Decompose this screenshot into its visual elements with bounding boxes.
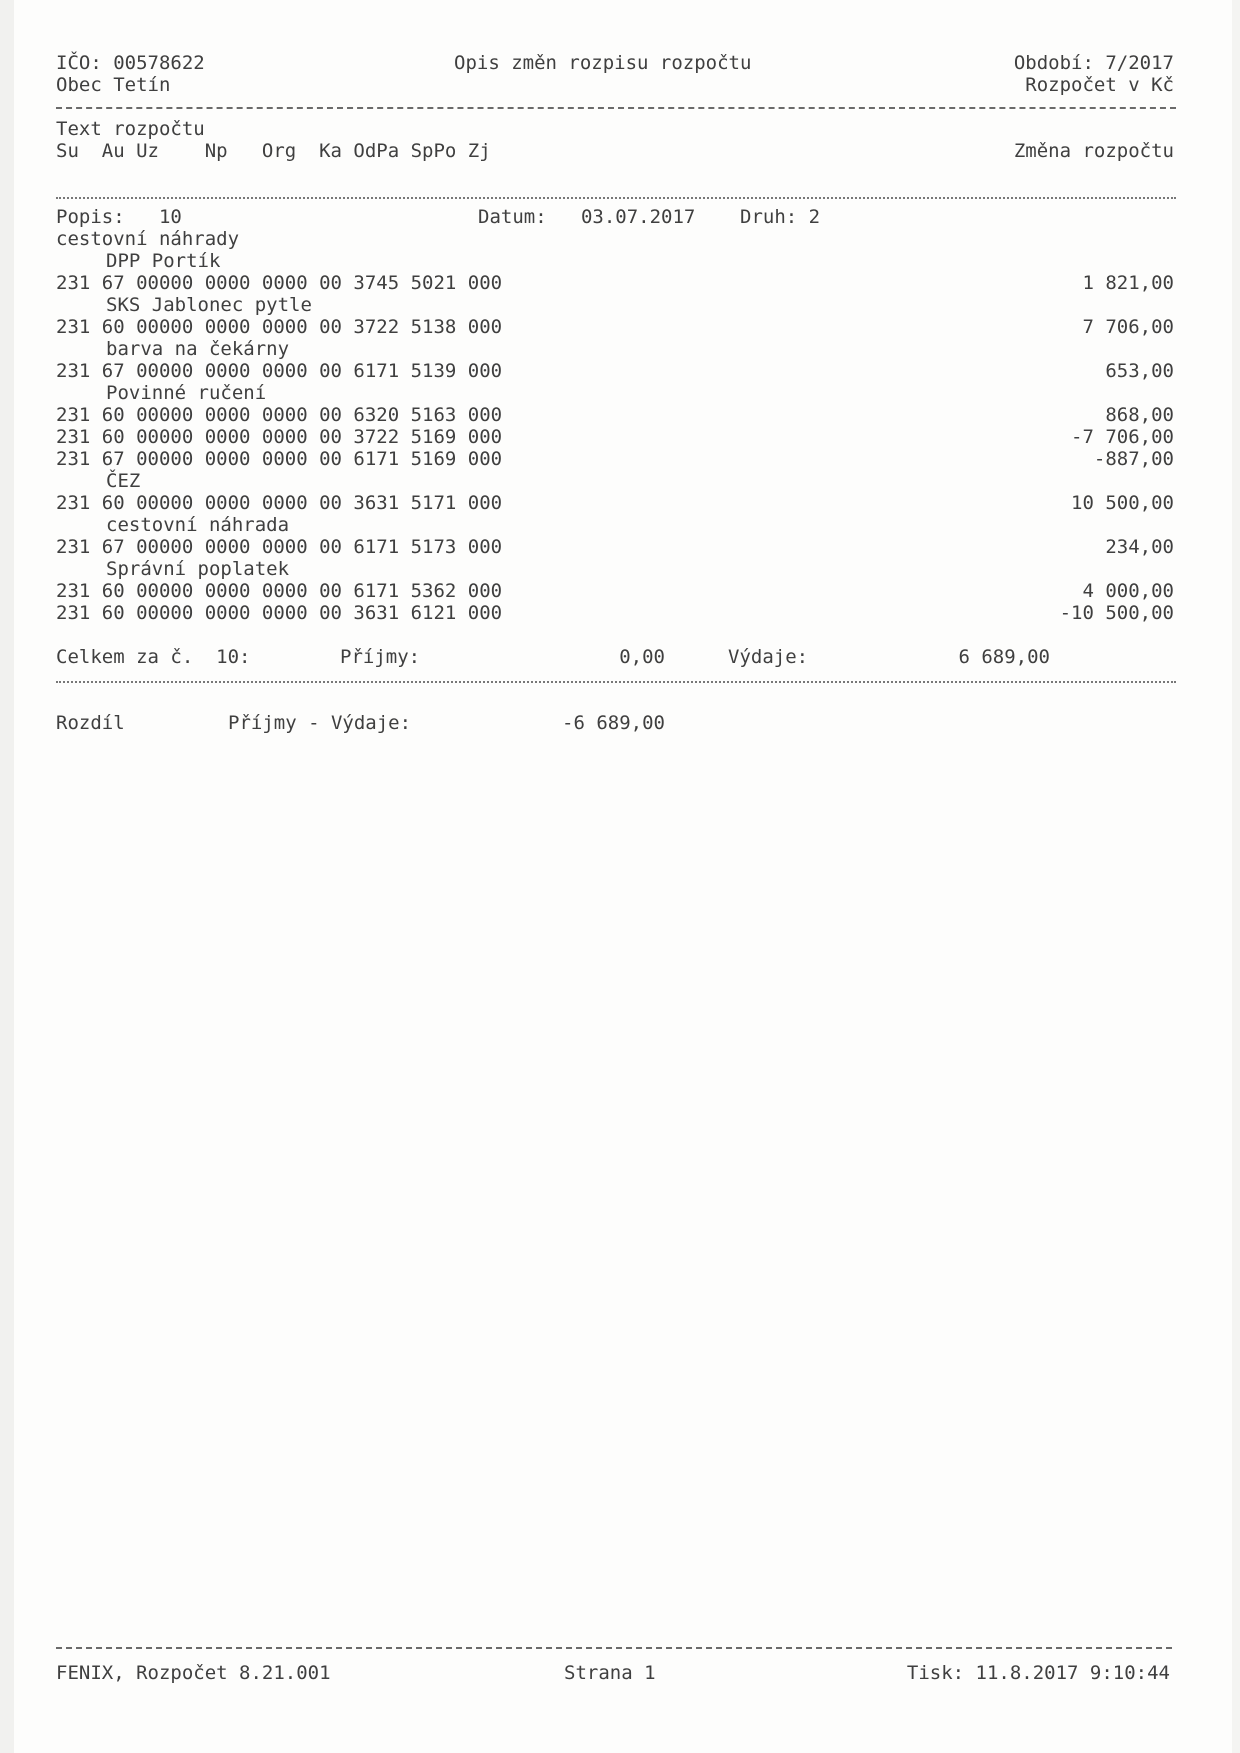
record-description: cestovní náhrady: [56, 228, 240, 250]
line-amount: 1 821,00: [1082, 272, 1174, 294]
line-amount: 234,00: [1105, 536, 1174, 558]
line-note: barva na čekárny: [106, 338, 290, 360]
line-amount: -7 706,00: [1071, 426, 1174, 448]
header-divider: [56, 107, 1176, 109]
period: Období: 7/2017: [1013, 52, 1174, 74]
column-change: Změna rozpočtu: [1013, 140, 1174, 162]
footer-divider: [56, 1647, 1172, 1649]
line-code: 231 60 00000 0000 0000 00 6320 5163 000: [56, 404, 503, 426]
line-amount: -887,00: [1093, 448, 1174, 470]
line-code: 231 60 00000 0000 0000 00 3722 5169 000: [56, 426, 503, 448]
line-note: Správní poplatek: [106, 558, 290, 580]
line-amount: 7 706,00: [1082, 316, 1174, 338]
column-text-label: Text rozpočtu: [56, 118, 205, 140]
line-note: cestovní náhrada: [106, 514, 290, 536]
line-amount: 653,00: [1105, 360, 1174, 382]
line-note: ČEZ: [106, 470, 141, 492]
line-amount: 868,00: [1105, 404, 1174, 426]
columns-divider: [56, 197, 1176, 199]
column-codes: Su Au Uz Np Org Ka OdPa SpPo Zj: [56, 140, 491, 162]
document-title: Opis změn rozpisu rozpočtu: [454, 52, 752, 74]
totals-expense: 6 689,00: [958, 646, 1050, 668]
totals-income-label: Příjmy:: [340, 646, 421, 668]
record-druh: Druh: 2: [740, 206, 821, 228]
line-note: SKS Jablonec pytle: [106, 294, 312, 316]
ico: IČO: 00578622: [56, 52, 205, 74]
totals-expense-label: Výdaje:: [728, 646, 809, 668]
totals-label: Celkem za č. 10:: [56, 646, 251, 668]
line-code: 231 67 00000 0000 0000 00 6171 5173 000: [56, 536, 503, 558]
line-code: 231 67 00000 0000 0000 00 3745 5021 000: [56, 272, 503, 294]
line-amount: -10 500,00: [1059, 602, 1174, 624]
line-code: 231 60 00000 0000 0000 00 3722 5138 000: [56, 316, 503, 338]
footer-app: FENIX, Rozpočet 8.21.001: [56, 1662, 331, 1684]
footer-page: Strana 1: [564, 1662, 656, 1684]
municipality: Obec Tetín: [56, 74, 171, 96]
line-note: DPP Portík: [106, 250, 221, 272]
line-code: 231 60 00000 0000 0000 00 3631 6121 000: [56, 602, 503, 624]
currency-unit: Rozpočet v Kč: [1025, 74, 1174, 96]
scan-edge-right: [1232, 0, 1240, 1753]
difference-label: Rozdíl: [56, 712, 125, 734]
scan-edge-left: [0, 0, 14, 1753]
line-amount: 4 000,00: [1082, 580, 1174, 602]
difference-expression: Příjmy - Výdaje:: [228, 712, 412, 734]
line-amount: 10 500,00: [1071, 492, 1174, 514]
footer-print-date: Tisk: 11.8.2017 9:10:44: [906, 1662, 1170, 1684]
line-code: 231 60 00000 0000 0000 00 3631 5171 000: [56, 492, 503, 514]
record-date: Datum: 03.07.2017: [478, 206, 696, 228]
line-note: Povinné ručení: [106, 382, 267, 404]
totals-income: 0,00: [619, 646, 665, 668]
line-code: 231 67 00000 0000 0000 00 6171 5169 000: [56, 448, 503, 470]
totals-divider: [56, 681, 1176, 683]
record-popis: Popis: 10: [56, 206, 182, 228]
difference-value: -6 689,00: [562, 712, 665, 734]
line-code: 231 67 00000 0000 0000 00 6171 5139 000: [56, 360, 503, 382]
line-code: 231 60 00000 0000 0000 00 6171 5362 000: [56, 580, 503, 602]
